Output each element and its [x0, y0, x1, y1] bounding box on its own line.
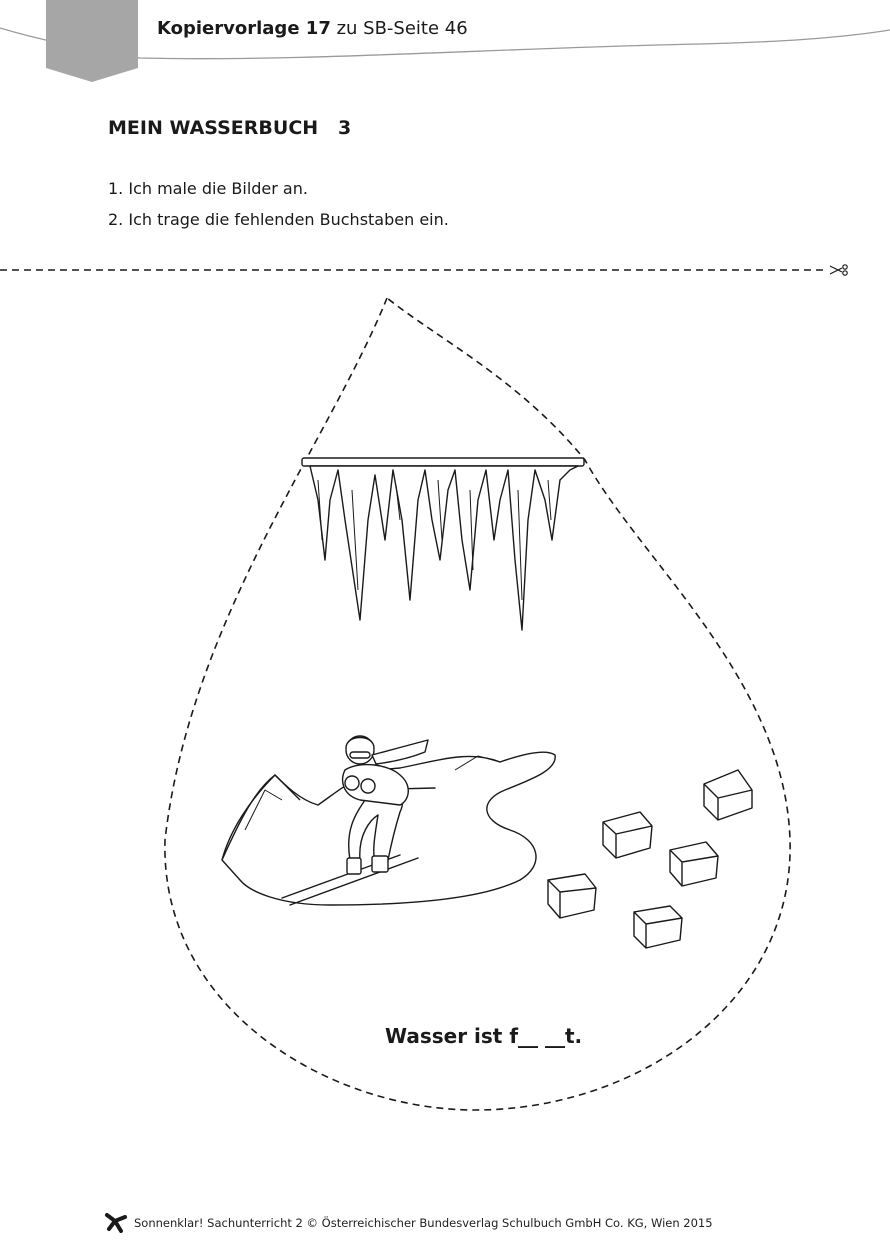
drop-outline: [165, 298, 790, 1110]
ice-cubes-picture: [548, 770, 752, 948]
answer-sentence: Wasser ist f__ __t.: [385, 1024, 583, 1048]
header-title-rest: zu SB-Seite 46: [330, 18, 468, 39]
sonnenklar-logo-icon: [103, 1211, 129, 1233]
instruction-1: 1. Ich male die Bilder an.: [108, 179, 308, 198]
instruction-2: 2. Ich trage die fehlenden Buchstaben ein.: [108, 210, 449, 229]
footer-copyright: Sonnenklar! Sachunterricht 2 © Österreichischer Bundesverlag Schulbuch GmbH Co. KG, Wien 2015: [134, 1216, 713, 1230]
header-title-bold: Kopiervorlage 17: [157, 18, 331, 39]
icicles-picture: [302, 458, 584, 630]
page-title: MEIN WASSERBUCH 3: [108, 117, 352, 139]
